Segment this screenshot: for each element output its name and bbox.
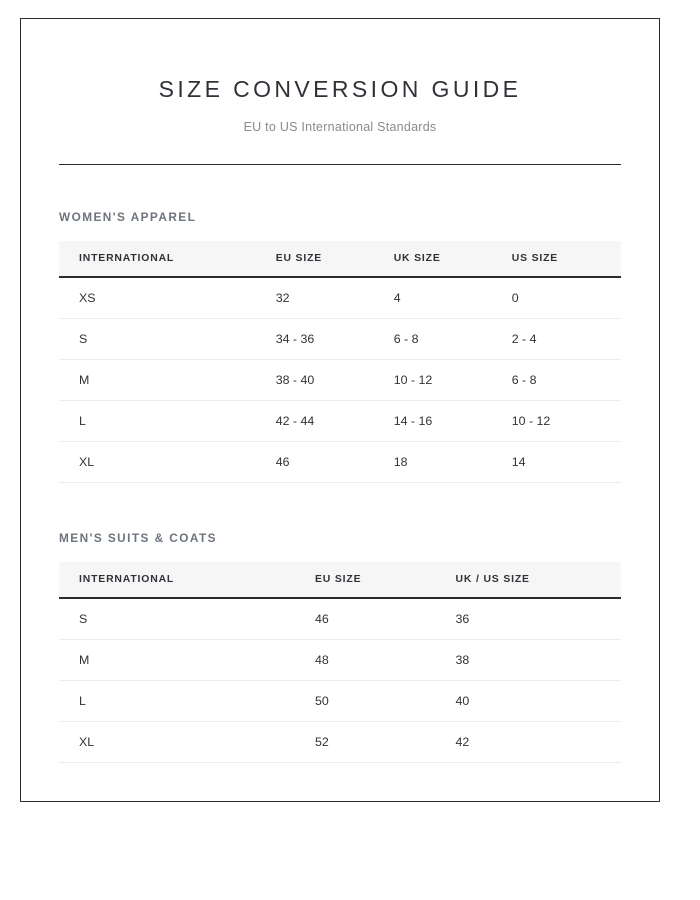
table-body-mens bbox=[59, 598, 621, 763]
document-content bbox=[21, 19, 659, 763]
cell-international: L bbox=[59, 681, 295, 722]
cell-eu-size: 48 bbox=[295, 640, 436, 681]
cell-us-size: 10 - 12 bbox=[492, 401, 621, 442]
table-body-womens bbox=[59, 277, 621, 483]
cell-uk-us-size: 42 bbox=[436, 722, 621, 763]
section-womens-apparel bbox=[59, 210, 621, 483]
table-row bbox=[59, 681, 621, 722]
cell-uk-size: 4 bbox=[374, 277, 492, 319]
cell-international: XS bbox=[59, 277, 256, 319]
column-header-us-size: US SIZE bbox=[492, 241, 621, 277]
document-header bbox=[59, 19, 621, 165]
header-divider bbox=[59, 164, 621, 165]
table-row bbox=[59, 722, 621, 763]
table-row bbox=[59, 442, 621, 483]
cell-uk-size: 18 bbox=[374, 442, 492, 483]
cell-eu-size: 50 bbox=[295, 681, 436, 722]
cell-uk-size: 14 - 16 bbox=[374, 401, 492, 442]
column-header-uk-size: UK SIZE bbox=[374, 241, 492, 277]
cell-eu-size: 42 - 44 bbox=[256, 401, 374, 442]
size-table-womens-apparel bbox=[59, 241, 621, 483]
cell-international: M bbox=[59, 640, 295, 681]
cell-eu-size: 34 - 36 bbox=[256, 319, 374, 360]
cell-eu-size: 46 bbox=[295, 598, 436, 640]
document-page-frame bbox=[20, 18, 660, 802]
cell-uk-us-size: 40 bbox=[436, 681, 621, 722]
column-header-eu-size: EU SIZE bbox=[256, 241, 374, 277]
cell-eu-size: 38 - 40 bbox=[256, 360, 374, 401]
cell-international: L bbox=[59, 401, 256, 442]
cell-uk-size: 6 - 8 bbox=[374, 319, 492, 360]
column-header-uk-us-size: UK / US SIZE bbox=[436, 562, 621, 598]
table-row bbox=[59, 360, 621, 401]
cell-international: XL bbox=[59, 722, 295, 763]
cell-us-size: 0 bbox=[492, 277, 621, 319]
section-heading-womens-apparel: WOMEN'S APPAREL bbox=[59, 210, 197, 225]
cell-eu-size: 46 bbox=[256, 442, 374, 483]
cell-uk-size: 10 - 12 bbox=[374, 360, 492, 401]
cell-uk-us-size: 38 bbox=[436, 640, 621, 681]
cell-eu-size: 52 bbox=[295, 722, 436, 763]
table-header-row bbox=[59, 241, 621, 277]
cell-international: S bbox=[59, 598, 295, 640]
cell-international: M bbox=[59, 360, 256, 401]
cell-eu-size: 32 bbox=[256, 277, 374, 319]
table-header-row bbox=[59, 562, 621, 598]
page-subtitle: EU to US International Standards bbox=[243, 120, 437, 135]
table-header-womens bbox=[59, 241, 621, 277]
column-header-eu-size: EU SIZE bbox=[295, 562, 436, 598]
cell-international: S bbox=[59, 319, 256, 360]
cell-international: XL bbox=[59, 442, 256, 483]
table-row bbox=[59, 401, 621, 442]
cell-uk-us-size: 36 bbox=[436, 598, 621, 640]
table-row bbox=[59, 277, 621, 319]
section-mens-suits-coats bbox=[59, 531, 621, 763]
cell-us-size: 14 bbox=[492, 442, 621, 483]
page-title: SIZE CONVERSION GUIDE bbox=[158, 76, 522, 102]
section-heading-mens-suits-coats: MEN'S SUITS & COATS bbox=[59, 531, 217, 546]
table-row bbox=[59, 640, 621, 681]
column-header-international: INTERNATIONAL bbox=[59, 562, 295, 598]
size-table-mens-suits-coats bbox=[59, 562, 621, 763]
cell-us-size: 2 - 4 bbox=[492, 319, 621, 360]
table-row bbox=[59, 598, 621, 640]
table-row bbox=[59, 319, 621, 360]
cell-us-size: 6 - 8 bbox=[492, 360, 621, 401]
table-header-mens bbox=[59, 562, 621, 598]
column-header-international: INTERNATIONAL bbox=[59, 241, 256, 277]
